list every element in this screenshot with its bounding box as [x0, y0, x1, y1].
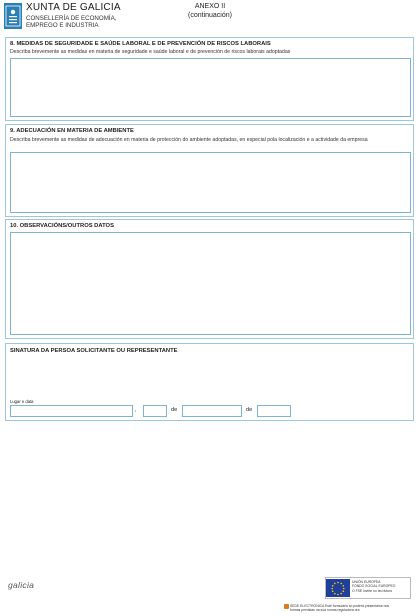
xunta-logo-icon — [4, 3, 22, 29]
year-field[interactable] — [257, 405, 291, 417]
section-9-description: Describa brevemente as medidas de adecuación en materia de protección do ambiente adoptadas, en especial pola localización e a actividade da empresa — [10, 137, 368, 143]
annex-heading — [150, 2, 270, 20]
org-subtitle — [26, 15, 116, 30]
section-10-observations — [5, 219, 414, 339]
bottom-note-line-2: formas previstas na súa norma reguladora ora — [290, 608, 360, 613]
section-8-title: 8. MEDIDAS DE SEGURIDADE E SAÚDE LABORAL E DE PREVENCIÓN DE RISCOS LABORAIS — [10, 41, 271, 47]
org-title: XUNTA DE GALICIA — [26, 2, 121, 13]
eu-text-line-3: O FSE invirte no teu futuro — [352, 588, 393, 593]
de-separator-1: de — [171, 407, 178, 413]
section-8-textarea[interactable] — [10, 58, 411, 117]
place-field[interactable] — [10, 405, 133, 417]
bottom-note-line-1: SEDE ELECTRÓNICA Este formulario só poderá presentarse nos — [290, 604, 390, 608]
sede-electronica-icon — [284, 604, 289, 609]
section-9-environment — [5, 124, 414, 217]
annex-subtitle: (continuación) — [188, 12, 232, 19]
eu-fund-text — [352, 580, 395, 593]
bottom-legal-note — [290, 604, 389, 613]
place-date-label: Lugar e data — [10, 399, 34, 404]
eu-text-line-1: UNIÓN EUROPEA — [352, 580, 381, 584]
galicia-brand-logo: galicia — [8, 580, 35, 590]
section-8-description: Describa brevemente as medidas en materia de seguridade e saúde laboral e de prevención de riscos laborais adoptadas — [10, 49, 291, 55]
section-9-title: 9. ADECUACIÓN EN MATERIA DE AMBIENTE — [10, 128, 134, 134]
eu-flag-icon — [326, 579, 350, 597]
org-subtitle-line-1: CONSELLERÍA DE ECONOMÍA, — [26, 15, 117, 22]
eu-text-line-2: FONDO SOCIAL EUROPEO — [352, 584, 396, 589]
section-10-textarea[interactable] — [10, 232, 411, 335]
month-field[interactable] — [182, 405, 242, 417]
section-10-title: 10. OBSERVACIÓNS/OUTROS DATOS — [10, 223, 114, 229]
day-field[interactable] — [143, 405, 167, 417]
org-subtitle-line-2: EMPREGO E INDUSTRIA — [26, 22, 99, 30]
section-8-safety — [5, 37, 414, 121]
section-9-textarea[interactable] — [10, 152, 411, 213]
annex-title: ANEXO II — [194, 3, 226, 10]
signature-title: SINATURA DA PERSOA SOLICITANTE OU REPRESENTANTE — [10, 348, 178, 354]
comma-separator: , — [135, 407, 137, 413]
de-separator-2: de — [246, 407, 253, 413]
section-signature — [5, 343, 414, 421]
